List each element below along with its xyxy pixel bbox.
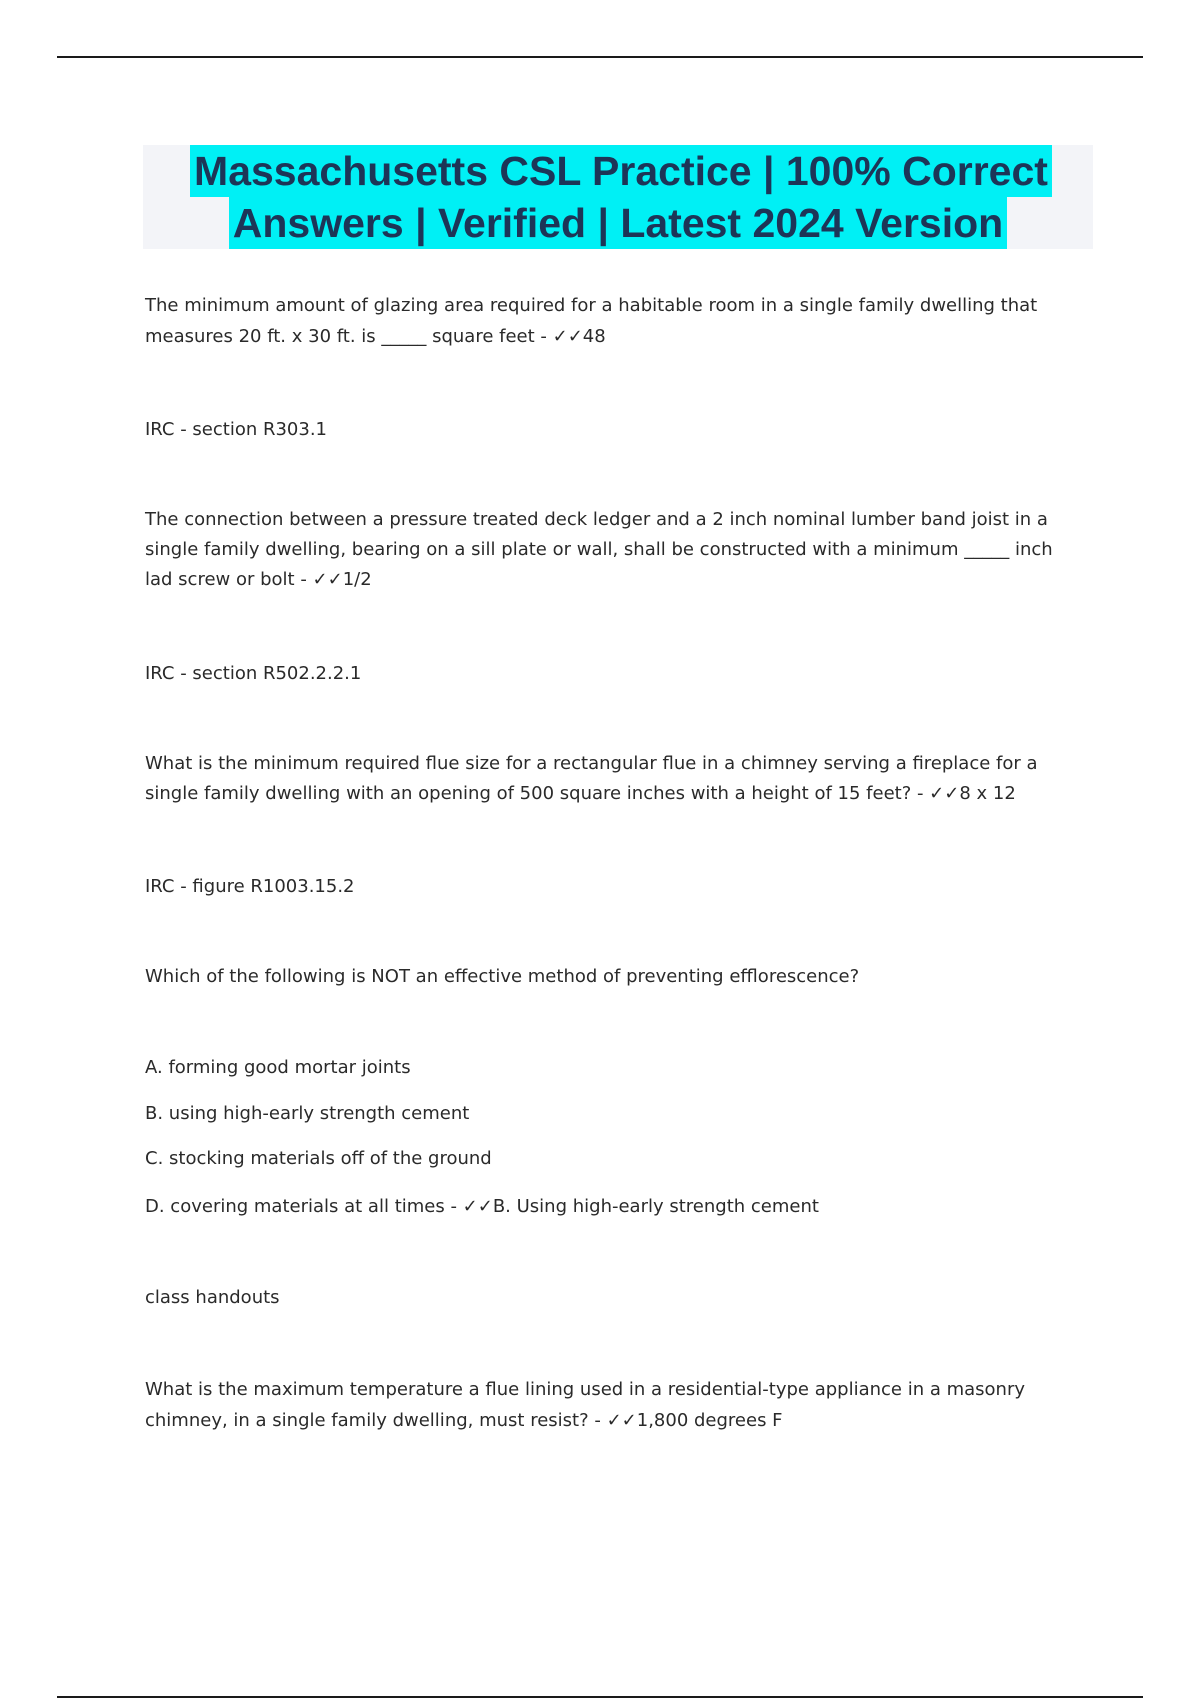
reference-r303-1: IRC - section R303.1 bbox=[145, 419, 328, 440]
question-flue-temperature: What is the maximum temperature a flue lining used in a residential-type appliance in a masonry chimney, in a single family dwelling, must resist? - ✓✓1,800 degrees F bbox=[145, 1379, 1026, 1431]
reference-r502-2-2-1: IRC - section R502.2.2.1 bbox=[145, 663, 362, 684]
option-a: A. forming good mortar joints bbox=[145, 1057, 411, 1078]
question-flue-size: What is the minimum required flue size for a rectangular flue in a chimney serving a fireplace for a single family dwelling with an opening of 500 square inches with a height of 15 feet? - ✓✓8 x 12 bbox=[145, 753, 1038, 804]
top-rule bbox=[57, 56, 1143, 58]
question-deck-ledger: The connection between a pressure treated deck ledger and a 2 inch nominal lumber band joist in a single family dwelling, bearing on a sill plate or wall, shall be constructed with a minimum _____ inch lad screw or bolt - ✓✓1/2 bbox=[145, 509, 1053, 590]
option-d-answer: D. covering materials at all times - ✓✓B. Using high-early strength cement bbox=[145, 1196, 819, 1217]
document-title bbox=[143, 145, 1093, 249]
question-glazing-area: The minimum amount of glazing area required for a habitable room in a single family dwelling that measures 20 ft. x 30 ft. is _____ square feet - ✓✓48 bbox=[145, 295, 1038, 347]
bottom-rule bbox=[57, 1696, 1143, 1698]
title-line-1: Massachusetts CSL Practice | 100% Correct bbox=[190, 145, 1052, 197]
option-b: B. using high-early strength cement bbox=[145, 1103, 470, 1124]
reference-r1003-15-2: IRC - figure R1003.15.2 bbox=[145, 876, 355, 897]
option-c: C. stocking materials off of the ground bbox=[145, 1148, 492, 1169]
reference-class-handouts: class handouts bbox=[145, 1287, 280, 1308]
question-efflorescence: Which of the following is NOT an effective method of preventing efflorescence? bbox=[145, 966, 860, 987]
title-line-2: Answers | Verified | Latest 2024 Version bbox=[229, 197, 1007, 249]
